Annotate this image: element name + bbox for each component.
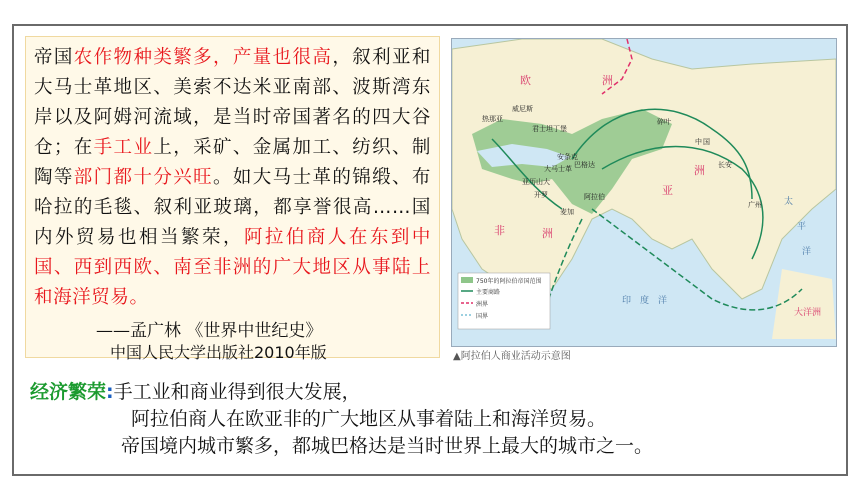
label-asia: 亚	[662, 184, 673, 197]
ocean-indian-2: 度	[640, 296, 650, 306]
summary-line-1-text: 手工业和商业得到很大发展，	[113, 381, 361, 403]
quote-segment: 帝国	[34, 47, 74, 68]
summary-colon: :	[106, 381, 114, 403]
label-asia-2: 洲	[694, 164, 705, 177]
quote-segment: 。如大马士革的锦缎、布哈拉的毛毯、叙利亚玻璃，都享誉很高……国内外贸易也相当繁荣，	[34, 167, 432, 248]
summary-line-2: 阿拉伯商人在欧亚非的广大地区从事着陆上和海洋贸易。	[131, 408, 607, 430]
citation-author: ——孟广林 《世界中世纪史》	[96, 321, 323, 341]
place-china-1: 中	[695, 138, 702, 146]
place-constantinople: 君士坦丁堡	[532, 125, 567, 133]
place-changan: 长安	[718, 161, 732, 169]
place-baghdad: 巴格达	[574, 161, 595, 169]
summary-line-1	[30, 377, 361, 404]
legend-empire: 750年的阿拉伯帝国范围	[476, 278, 542, 285]
quote-highlight: 部门都十分兴旺	[73, 167, 214, 188]
quote-segment: ，叙利亚和大马士革地区、美索不达米亚南部、波斯湾东岸以及阿姆河流域，是当时帝国著名的四大谷仓；在	[34, 47, 431, 158]
legend-route: 主要商路	[476, 289, 501, 296]
place-venice: 威尼斯	[512, 105, 533, 113]
place-guangzhou: 广州	[748, 201, 762, 209]
place-mecca: 麦加	[560, 208, 574, 216]
label-oceania: 大洋洲	[794, 308, 822, 318]
place-arabia: 阿拉伯	[584, 193, 605, 201]
summary-line-3: 帝国境内城市繁多，都城巴格达是当时世界上最大的城市之一。	[121, 435, 654, 457]
place-antioch: 安条克	[557, 153, 578, 161]
legend-border: 国界	[476, 313, 489, 320]
place-damascus: 大马士革	[544, 165, 572, 173]
ocean-pacific-3: 洋	[802, 247, 812, 257]
place-genoa: 热那亚	[482, 115, 503, 123]
place-china-2: 国	[703, 138, 710, 146]
label-europe-2: 洲	[602, 74, 613, 87]
ocean-pacific-2: 平	[797, 222, 807, 232]
quote-highlight: 手工业	[93, 137, 154, 158]
label-europe: 欧	[520, 74, 531, 87]
place-alexandria: 亚历山大	[522, 178, 550, 186]
quote-segment: 上，采矿、金属加工、纺织、制陶等	[34, 137, 431, 188]
map-graphic	[452, 39, 836, 346]
quote-box	[25, 36, 440, 362]
label-africa-2: 洲	[542, 227, 553, 240]
map-caption: ▲阿拉伯人商业活动示意图	[453, 351, 571, 362]
citation-publisher: 中国人民大学出版社2010年版	[110, 343, 327, 362]
summary-heading: 经济繁荣	[30, 381, 107, 403]
ocean-indian-1: 印	[622, 296, 632, 306]
place-suyab: 碎叶	[657, 118, 671, 126]
ocean-pacific-1: 太	[784, 197, 794, 207]
legend-continent: 洲界	[476, 301, 489, 308]
quote-highlight: 阿拉伯商人在东到中国、西到西欧、南至非洲的广大地区从事陆上和海洋贸易。	[34, 227, 431, 308]
trade-map	[451, 38, 837, 347]
ocean-indian-3: 洋	[658, 296, 668, 306]
place-cairo: 开罗	[534, 191, 548, 199]
quote-highlight: 农作物种类繁多，产量也很高	[73, 47, 333, 68]
label-africa: 非	[494, 224, 505, 237]
quote-text	[34, 43, 431, 313]
